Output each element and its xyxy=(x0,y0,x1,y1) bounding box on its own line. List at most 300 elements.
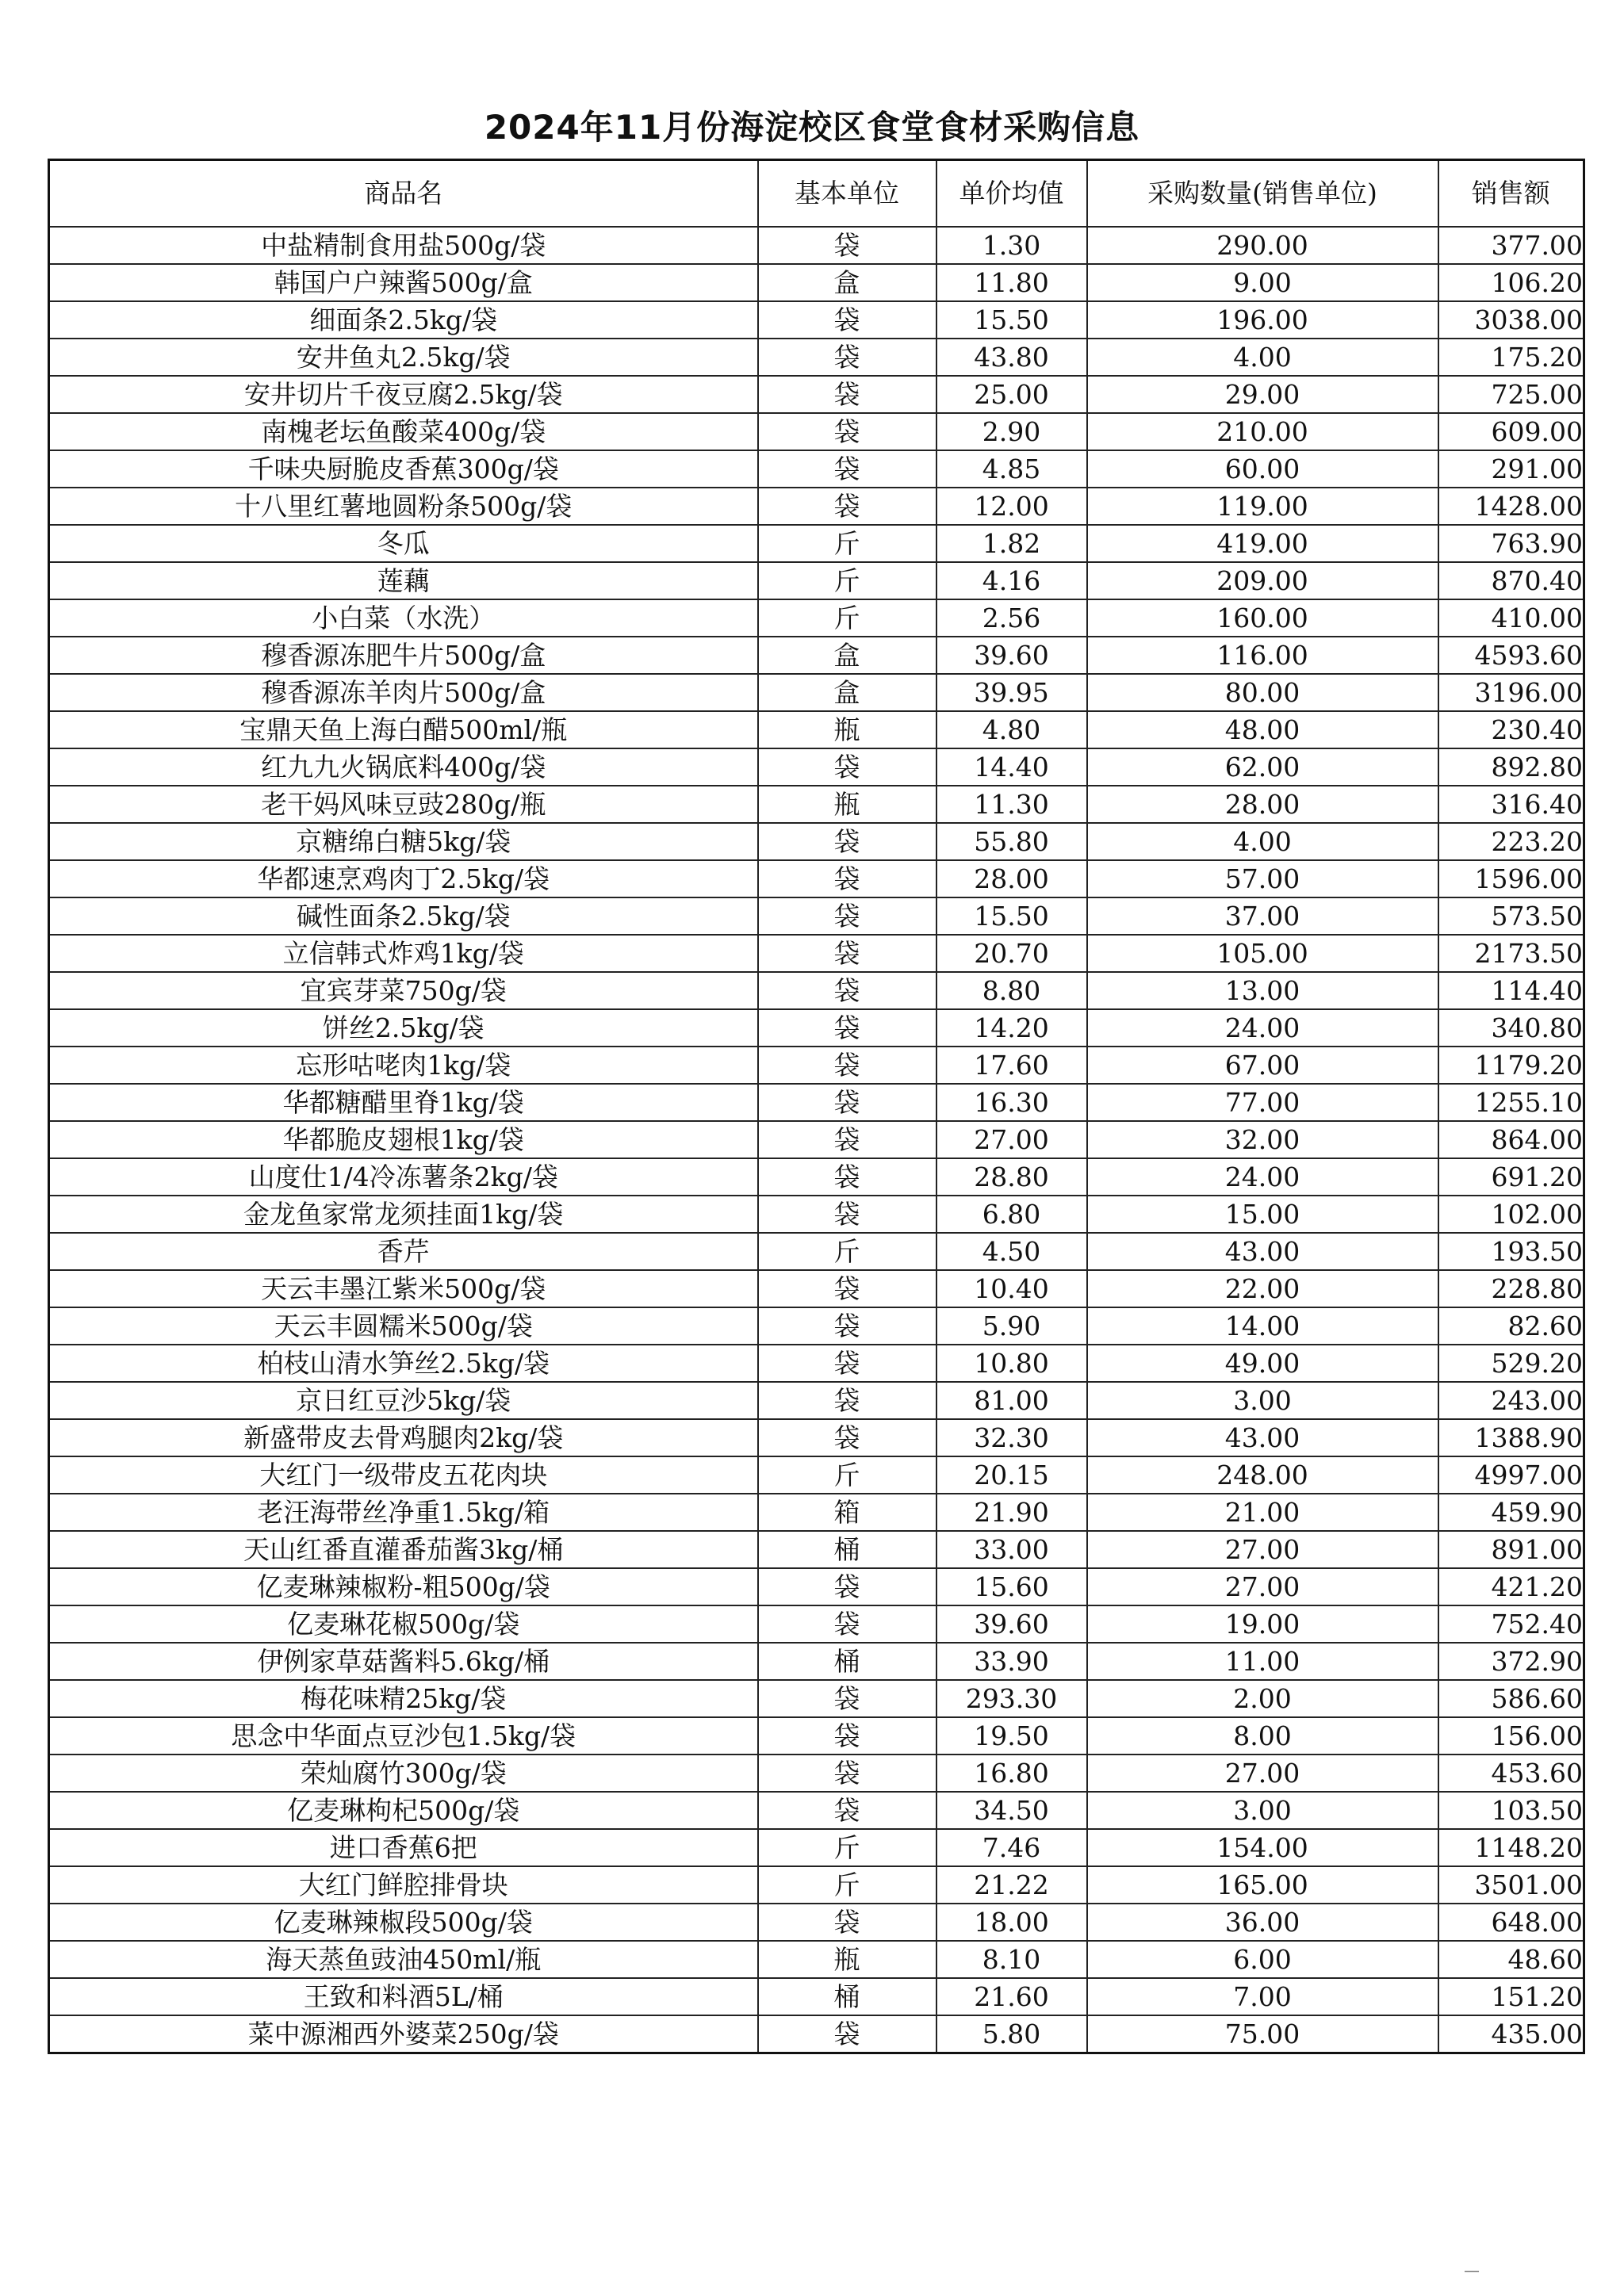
cell-product-name: 菜中源湘西外婆菜250g/袋 xyxy=(49,2015,758,2053)
table-row xyxy=(49,1978,1584,2015)
cell-product-name: 安井鱼丸2.5kg/袋 xyxy=(49,339,758,376)
cell-base-unit: 袋 xyxy=(758,1717,936,1755)
cell-base-unit: 桶 xyxy=(758,1643,936,1680)
cell-product-name: 天山红番直灌番茄酱3kg/桶 xyxy=(49,1531,758,1568)
cell-avg-price: 33.00 xyxy=(936,1531,1087,1568)
cell-product-name: 王致和料酒5L/桶 xyxy=(49,1978,758,2015)
cell-base-unit: 袋 xyxy=(758,488,936,525)
cell-purchase-quantity: 75.00 xyxy=(1087,2015,1438,2053)
cell-base-unit: 袋 xyxy=(758,1196,936,1233)
table-row xyxy=(49,1233,1584,1270)
header-product-name: 商品名 xyxy=(49,160,758,228)
cell-purchase-quantity: 32.00 xyxy=(1087,1121,1438,1158)
cell-base-unit: 斤 xyxy=(758,1233,936,1270)
cell-avg-price: 55.80 xyxy=(936,823,1087,860)
cell-base-unit: 袋 xyxy=(758,1382,936,1419)
table-row xyxy=(49,376,1584,413)
cell-product-name: 宝鼎天鱼上海白醋500ml/瓶 xyxy=(49,711,758,748)
cell-base-unit: 桶 xyxy=(758,1978,936,2015)
cell-sales-amount: 102.00 xyxy=(1438,1196,1584,1233)
cell-purchase-quantity: 43.00 xyxy=(1087,1419,1438,1456)
cell-product-name: 老汪海带丝净重1.5kg/箱 xyxy=(49,1494,758,1531)
table-row xyxy=(49,1605,1584,1643)
cell-avg-price: 17.60 xyxy=(936,1047,1087,1084)
cell-product-name: 宜宾芽菜750g/袋 xyxy=(49,972,758,1009)
table-row xyxy=(49,1047,1584,1084)
cell-base-unit: 袋 xyxy=(758,860,936,897)
cell-product-name: 天云丰圆糯米500g/袋 xyxy=(49,1307,758,1345)
table-row xyxy=(49,1941,1584,1978)
cell-product-name: 莲藕 xyxy=(49,562,758,599)
cell-base-unit: 袋 xyxy=(758,1047,936,1084)
cell-sales-amount: 586.60 xyxy=(1438,1680,1584,1717)
header-base-unit: 基本单位 xyxy=(758,160,936,228)
cell-avg-price: 18.00 xyxy=(936,1904,1087,1941)
cell-product-name: 金龙鱼家常龙须挂面1kg/袋 xyxy=(49,1196,758,1233)
cell-sales-amount: 609.00 xyxy=(1438,413,1584,450)
cell-purchase-quantity: 67.00 xyxy=(1087,1047,1438,1084)
cell-sales-amount: 3501.00 xyxy=(1438,1866,1584,1904)
table-row xyxy=(49,1345,1584,1382)
cell-purchase-quantity: 2.00 xyxy=(1087,1680,1438,1717)
cell-avg-price: 28.00 xyxy=(936,860,1087,897)
cell-base-unit: 斤 xyxy=(758,1456,936,1494)
cell-avg-price: 81.00 xyxy=(936,1382,1087,1419)
cell-sales-amount: 223.20 xyxy=(1438,823,1584,860)
cell-base-unit: 袋 xyxy=(758,1568,936,1605)
cell-purchase-quantity: 19.00 xyxy=(1087,1605,1438,1643)
cell-base-unit: 斤 xyxy=(758,525,936,562)
cell-sales-amount: 691.20 xyxy=(1438,1158,1584,1196)
cell-product-name: 千味央厨脆皮香蕉300g/袋 xyxy=(49,450,758,488)
cell-sales-amount: 4593.60 xyxy=(1438,637,1584,674)
table-row xyxy=(49,1866,1584,1904)
cell-product-name: 大红门一级带皮五花肉块 xyxy=(49,1456,758,1494)
cell-base-unit: 袋 xyxy=(758,339,936,376)
page-footer-mark: — xyxy=(1464,2261,1480,2280)
cell-purchase-quantity: 24.00 xyxy=(1087,1158,1438,1196)
cell-purchase-quantity: 248.00 xyxy=(1087,1456,1438,1494)
cell-sales-amount: 3196.00 xyxy=(1438,674,1584,711)
cell-avg-price: 39.60 xyxy=(936,637,1087,674)
cell-purchase-quantity: 119.00 xyxy=(1087,488,1438,525)
cell-base-unit: 袋 xyxy=(758,413,936,450)
cell-base-unit: 桶 xyxy=(758,1531,936,1568)
cell-sales-amount: 529.20 xyxy=(1438,1345,1584,1382)
cell-sales-amount: 870.40 xyxy=(1438,562,1584,599)
cell-purchase-quantity: 24.00 xyxy=(1087,1009,1438,1047)
table-row xyxy=(49,1158,1584,1196)
cell-purchase-quantity: 22.00 xyxy=(1087,1270,1438,1307)
table-row xyxy=(49,1419,1584,1456)
table-row xyxy=(49,1494,1584,1531)
table-row xyxy=(49,1456,1584,1494)
cell-sales-amount: 2173.50 xyxy=(1438,935,1584,972)
table-row xyxy=(49,1084,1584,1121)
cell-base-unit: 袋 xyxy=(758,301,936,339)
cell-avg-price: 1.82 xyxy=(936,525,1087,562)
cell-product-name: 亿麦琳花椒500g/袋 xyxy=(49,1605,758,1643)
cell-product-name: 思念中华面点豆沙包1.5kg/袋 xyxy=(49,1717,758,1755)
cell-product-name: 亿麦琳枸杞500g/袋 xyxy=(49,1792,758,1829)
cell-product-name: 大红门鲜腔排骨块 xyxy=(49,1866,758,1904)
table-row xyxy=(49,1792,1584,1829)
table-row xyxy=(49,1121,1584,1158)
cell-avg-price: 28.80 xyxy=(936,1158,1087,1196)
cell-avg-price: 4.50 xyxy=(936,1233,1087,1270)
cell-sales-amount: 891.00 xyxy=(1438,1531,1584,1568)
cell-avg-price: 16.30 xyxy=(936,1084,1087,1121)
table-row xyxy=(49,450,1584,488)
cell-avg-price: 14.40 xyxy=(936,748,1087,786)
cell-purchase-quantity: 3.00 xyxy=(1087,1382,1438,1419)
table-row xyxy=(49,786,1584,823)
cell-product-name: 伊例家草菇酱料5.6kg/桶 xyxy=(49,1643,758,1680)
cell-purchase-quantity: 4.00 xyxy=(1087,339,1438,376)
cell-product-name: 中盐精制食用盐500g/袋 xyxy=(49,227,758,264)
cell-base-unit: 斤 xyxy=(758,562,936,599)
cell-sales-amount: 377.00 xyxy=(1438,227,1584,264)
cell-product-name: 韩国户户辣酱500g/盒 xyxy=(49,264,758,301)
cell-base-unit: 袋 xyxy=(758,897,936,935)
cell-avg-price: 4.85 xyxy=(936,450,1087,488)
cell-avg-price: 4.16 xyxy=(936,562,1087,599)
cell-base-unit: 盒 xyxy=(758,637,936,674)
cell-purchase-quantity: 80.00 xyxy=(1087,674,1438,711)
cell-sales-amount: 372.90 xyxy=(1438,1643,1584,1680)
cell-avg-price: 25.00 xyxy=(936,376,1087,413)
cell-purchase-quantity: 6.00 xyxy=(1087,1941,1438,1978)
cell-sales-amount: 193.50 xyxy=(1438,1233,1584,1270)
table-row xyxy=(49,674,1584,711)
table-row xyxy=(49,413,1584,450)
cell-product-name: 京日红豆沙5kg/袋 xyxy=(49,1382,758,1419)
cell-avg-price: 293.30 xyxy=(936,1680,1087,1717)
cell-sales-amount: 1596.00 xyxy=(1438,860,1584,897)
cell-avg-price: 5.90 xyxy=(936,1307,1087,1345)
cell-sales-amount: 106.20 xyxy=(1438,264,1584,301)
cell-base-unit: 袋 xyxy=(758,935,936,972)
header-avg-price: 单价均值 xyxy=(936,160,1087,228)
table-row xyxy=(49,860,1584,897)
cell-avg-price: 15.50 xyxy=(936,301,1087,339)
cell-purchase-quantity: 8.00 xyxy=(1087,1717,1438,1755)
table-row xyxy=(49,1196,1584,1233)
table-row xyxy=(49,227,1584,264)
cell-product-name: 香芹 xyxy=(49,1233,758,1270)
cell-purchase-quantity: 27.00 xyxy=(1087,1531,1438,1568)
cell-product-name: 进口香蕉6把 xyxy=(49,1829,758,1866)
cell-base-unit: 瓶 xyxy=(758,711,936,748)
table-row xyxy=(49,488,1584,525)
cell-sales-amount: 648.00 xyxy=(1438,1904,1584,1941)
cell-purchase-quantity: 4.00 xyxy=(1087,823,1438,860)
cell-avg-price: 7.46 xyxy=(936,1829,1087,1866)
cell-sales-amount: 1428.00 xyxy=(1438,488,1584,525)
cell-avg-price: 39.95 xyxy=(936,674,1087,711)
cell-base-unit: 袋 xyxy=(758,1084,936,1121)
cell-product-name: 柏枝山清水笋丝2.5kg/袋 xyxy=(49,1345,758,1382)
cell-base-unit: 袋 xyxy=(758,1158,936,1196)
table-row xyxy=(49,1643,1584,1680)
cell-avg-price: 27.00 xyxy=(936,1121,1087,1158)
cell-avg-price: 19.50 xyxy=(936,1717,1087,1755)
cell-purchase-quantity: 419.00 xyxy=(1087,525,1438,562)
cell-avg-price: 16.80 xyxy=(936,1755,1087,1792)
cell-purchase-quantity: 21.00 xyxy=(1087,1494,1438,1531)
cell-product-name: 小白菜（水洗） xyxy=(49,599,758,637)
cell-sales-amount: 763.90 xyxy=(1438,525,1584,562)
cell-purchase-quantity: 290.00 xyxy=(1087,227,1438,264)
cell-product-name: 天云丰墨江紫米500g/袋 xyxy=(49,1270,758,1307)
cell-product-name: 细面条2.5kg/袋 xyxy=(49,301,758,339)
cell-avg-price: 20.15 xyxy=(936,1456,1087,1494)
cell-base-unit: 袋 xyxy=(758,1121,936,1158)
cell-base-unit: 盒 xyxy=(758,264,936,301)
cell-sales-amount: 316.40 xyxy=(1438,786,1584,823)
cell-product-name: 冬瓜 xyxy=(49,525,758,562)
cell-purchase-quantity: 196.00 xyxy=(1087,301,1438,339)
cell-avg-price: 34.50 xyxy=(936,1792,1087,1829)
cell-product-name: 安井切片千夜豆腐2.5kg/袋 xyxy=(49,376,758,413)
cell-purchase-quantity: 15.00 xyxy=(1087,1196,1438,1233)
cell-purchase-quantity: 9.00 xyxy=(1087,264,1438,301)
cell-avg-price: 33.90 xyxy=(936,1643,1087,1680)
cell-avg-price: 8.80 xyxy=(936,972,1087,1009)
cell-product-name: 华都速烹鸡肉丁2.5kg/袋 xyxy=(49,860,758,897)
table-row xyxy=(49,1755,1584,1792)
cell-purchase-quantity: 36.00 xyxy=(1087,1904,1438,1941)
cell-avg-price: 20.70 xyxy=(936,935,1087,972)
cell-sales-amount: 892.80 xyxy=(1438,748,1584,786)
cell-sales-amount: 156.00 xyxy=(1438,1717,1584,1755)
cell-purchase-quantity: 43.00 xyxy=(1087,1233,1438,1270)
cell-avg-price: 6.80 xyxy=(936,1196,1087,1233)
cell-product-name: 碱性面条2.5kg/袋 xyxy=(49,897,758,935)
cell-avg-price: 14.20 xyxy=(936,1009,1087,1047)
table-row xyxy=(49,897,1584,935)
cell-base-unit: 袋 xyxy=(758,2015,936,2053)
cell-base-unit: 袋 xyxy=(758,1792,936,1829)
cell-product-name: 新盛带皮去骨鸡腿肉2kg/袋 xyxy=(49,1419,758,1456)
table-row xyxy=(49,301,1584,339)
cell-product-name: 立信韩式炸鸡1kg/袋 xyxy=(49,935,758,972)
cell-sales-amount: 1388.90 xyxy=(1438,1419,1584,1456)
cell-base-unit: 袋 xyxy=(758,376,936,413)
cell-purchase-quantity: 14.00 xyxy=(1087,1307,1438,1345)
cell-product-name: 忘形咕咾肉1kg/袋 xyxy=(49,1047,758,1084)
cell-purchase-quantity: 48.00 xyxy=(1087,711,1438,748)
cell-avg-price: 39.60 xyxy=(936,1605,1087,1643)
cell-sales-amount: 3038.00 xyxy=(1438,301,1584,339)
cell-avg-price: 21.22 xyxy=(936,1866,1087,1904)
table-header-row xyxy=(49,160,1584,228)
cell-purchase-quantity: 37.00 xyxy=(1087,897,1438,935)
cell-sales-amount: 864.00 xyxy=(1438,1121,1584,1158)
cell-sales-amount: 453.60 xyxy=(1438,1755,1584,1792)
cell-base-unit: 斤 xyxy=(758,1829,936,1866)
cell-purchase-quantity: 165.00 xyxy=(1087,1866,1438,1904)
cell-avg-price: 2.56 xyxy=(936,599,1087,637)
page-title: 2024年11月份海淀校区食堂食材采购信息 xyxy=(484,108,1140,147)
cell-avg-price: 2.90 xyxy=(936,413,1087,450)
header-purchase-quantity: 采购数量(销售单位) xyxy=(1087,160,1438,228)
cell-purchase-quantity: 57.00 xyxy=(1087,860,1438,897)
cell-purchase-quantity: 7.00 xyxy=(1087,1978,1438,2015)
cell-sales-amount: 725.00 xyxy=(1438,376,1584,413)
cell-product-name: 穆香源冻肥牛片500g/盒 xyxy=(49,637,758,674)
cell-base-unit: 斤 xyxy=(758,599,936,637)
cell-base-unit: 袋 xyxy=(758,227,936,264)
cell-purchase-quantity: 27.00 xyxy=(1087,1755,1438,1792)
cell-purchase-quantity: 160.00 xyxy=(1087,599,1438,637)
cell-sales-amount: 243.00 xyxy=(1438,1382,1584,1419)
cell-product-name: 荣灿腐竹300g/袋 xyxy=(49,1755,758,1792)
table-row xyxy=(49,264,1584,301)
cell-product-name: 老干妈风味豆豉280g/瓶 xyxy=(49,786,758,823)
cell-product-name: 华都糖醋里脊1kg/袋 xyxy=(49,1084,758,1121)
cell-base-unit: 袋 xyxy=(758,1680,936,1717)
cell-avg-price: 4.80 xyxy=(936,711,1087,748)
table-row xyxy=(49,1270,1584,1307)
cell-base-unit: 袋 xyxy=(758,748,936,786)
cell-product-name: 十八里红薯地圆粉条500g/袋 xyxy=(49,488,758,525)
table-row xyxy=(49,562,1584,599)
cell-base-unit: 袋 xyxy=(758,972,936,1009)
cell-purchase-quantity: 13.00 xyxy=(1087,972,1438,1009)
table-row xyxy=(49,1307,1584,1345)
cell-purchase-quantity: 3.00 xyxy=(1087,1792,1438,1829)
cell-product-name: 饼丝2.5kg/袋 xyxy=(49,1009,758,1047)
cell-base-unit: 瓶 xyxy=(758,1941,936,1978)
cell-sales-amount: 1148.20 xyxy=(1438,1829,1584,1866)
cell-purchase-quantity: 49.00 xyxy=(1087,1345,1438,1382)
table-row xyxy=(49,1680,1584,1717)
table-row xyxy=(49,823,1584,860)
cell-base-unit: 袋 xyxy=(758,1605,936,1643)
cell-sales-amount: 752.40 xyxy=(1438,1605,1584,1643)
table-row xyxy=(49,1829,1584,1866)
table-row xyxy=(49,1568,1584,1605)
cell-sales-amount: 230.40 xyxy=(1438,711,1584,748)
cell-purchase-quantity: 60.00 xyxy=(1087,450,1438,488)
cell-product-name: 亿麦琳辣椒粉-粗500g/袋 xyxy=(49,1568,758,1605)
cell-purchase-quantity: 105.00 xyxy=(1087,935,1438,972)
cell-purchase-quantity: 154.00 xyxy=(1087,1829,1438,1866)
cell-base-unit: 瓶 xyxy=(758,786,936,823)
purchase-table xyxy=(48,159,1585,2054)
cell-product-name: 华都脆皮翅根1kg/袋 xyxy=(49,1121,758,1158)
cell-purchase-quantity: 27.00 xyxy=(1087,1568,1438,1605)
cell-sales-amount: 228.80 xyxy=(1438,1270,1584,1307)
cell-avg-price: 12.00 xyxy=(936,488,1087,525)
cell-sales-amount: 151.20 xyxy=(1438,1978,1584,2015)
table-row xyxy=(49,525,1584,562)
cell-product-name: 海天蒸鱼豉油450ml/瓶 xyxy=(49,1941,758,1978)
table-row xyxy=(49,935,1584,972)
cell-avg-price: 15.60 xyxy=(936,1568,1087,1605)
cell-avg-price: 1.30 xyxy=(936,227,1087,264)
cell-avg-price: 21.60 xyxy=(936,1978,1087,2015)
table-row xyxy=(49,1531,1584,1568)
cell-sales-amount: 421.20 xyxy=(1438,1568,1584,1605)
cell-sales-amount: 435.00 xyxy=(1438,2015,1584,2053)
table-row xyxy=(49,2015,1584,2053)
cell-avg-price: 11.30 xyxy=(936,786,1087,823)
cell-avg-price: 10.80 xyxy=(936,1345,1087,1382)
table-row xyxy=(49,1904,1584,1941)
cell-purchase-quantity: 209.00 xyxy=(1087,562,1438,599)
cell-avg-price: 11.80 xyxy=(936,264,1087,301)
cell-product-name: 亿麦琳辣椒段500g/袋 xyxy=(49,1904,758,1941)
table-row xyxy=(49,711,1584,748)
table-row xyxy=(49,637,1584,674)
cell-product-name: 穆香源冻羊肉片500g/盒 xyxy=(49,674,758,711)
cell-purchase-quantity: 77.00 xyxy=(1087,1084,1438,1121)
cell-sales-amount: 459.90 xyxy=(1438,1494,1584,1531)
cell-base-unit: 袋 xyxy=(758,1755,936,1792)
cell-product-name: 山度仕1/4冷冻薯条2kg/袋 xyxy=(49,1158,758,1196)
table-row xyxy=(49,599,1584,637)
cell-sales-amount: 48.60 xyxy=(1438,1941,1584,1978)
cell-base-unit: 盒 xyxy=(758,674,936,711)
cell-avg-price: 21.90 xyxy=(936,1494,1087,1531)
cell-sales-amount: 175.20 xyxy=(1438,339,1584,376)
cell-base-unit: 箱 xyxy=(758,1494,936,1531)
table-row xyxy=(49,748,1584,786)
table-row xyxy=(49,972,1584,1009)
cell-avg-price: 43.80 xyxy=(936,339,1087,376)
table-row xyxy=(49,1009,1584,1047)
cell-purchase-quantity: 62.00 xyxy=(1087,748,1438,786)
cell-sales-amount: 1179.20 xyxy=(1438,1047,1584,1084)
cell-purchase-quantity: 11.00 xyxy=(1087,1643,1438,1680)
cell-sales-amount: 114.40 xyxy=(1438,972,1584,1009)
table-row xyxy=(49,1382,1584,1419)
table-row xyxy=(49,1717,1584,1755)
cell-product-name: 京糖绵白糖5kg/袋 xyxy=(49,823,758,860)
cell-base-unit: 袋 xyxy=(758,1270,936,1307)
cell-sales-amount: 103.50 xyxy=(1438,1792,1584,1829)
cell-purchase-quantity: 210.00 xyxy=(1087,413,1438,450)
cell-sales-amount: 4997.00 xyxy=(1438,1456,1584,1494)
table-body xyxy=(49,227,1584,2053)
cell-base-unit: 斤 xyxy=(758,1866,936,1904)
cell-product-name: 南槐老坛鱼酸菜400g/袋 xyxy=(49,413,758,450)
header-sales-amount: 销售额 xyxy=(1438,160,1584,228)
cell-avg-price: 32.30 xyxy=(936,1419,1087,1456)
cell-avg-price: 5.80 xyxy=(936,2015,1087,2053)
cell-sales-amount: 82.60 xyxy=(1438,1307,1584,1345)
cell-sales-amount: 410.00 xyxy=(1438,599,1584,637)
cell-purchase-quantity: 116.00 xyxy=(1087,637,1438,674)
cell-product-name: 梅花味精25kg/袋 xyxy=(49,1680,758,1717)
table-row xyxy=(49,339,1584,376)
cell-base-unit: 袋 xyxy=(758,823,936,860)
cell-sales-amount: 291.00 xyxy=(1438,450,1584,488)
cell-base-unit: 袋 xyxy=(758,1009,936,1047)
cell-base-unit: 袋 xyxy=(758,1419,936,1456)
cell-avg-price: 8.10 xyxy=(936,1941,1087,1978)
cell-purchase-quantity: 28.00 xyxy=(1087,786,1438,823)
cell-avg-price: 15.50 xyxy=(936,897,1087,935)
cell-product-name: 红九九火锅底料400g/袋 xyxy=(49,748,758,786)
cell-base-unit: 袋 xyxy=(758,1307,936,1345)
cell-base-unit: 袋 xyxy=(758,450,936,488)
cell-purchase-quantity: 29.00 xyxy=(1087,376,1438,413)
cell-sales-amount: 340.80 xyxy=(1438,1009,1584,1047)
cell-sales-amount: 1255.10 xyxy=(1438,1084,1584,1121)
